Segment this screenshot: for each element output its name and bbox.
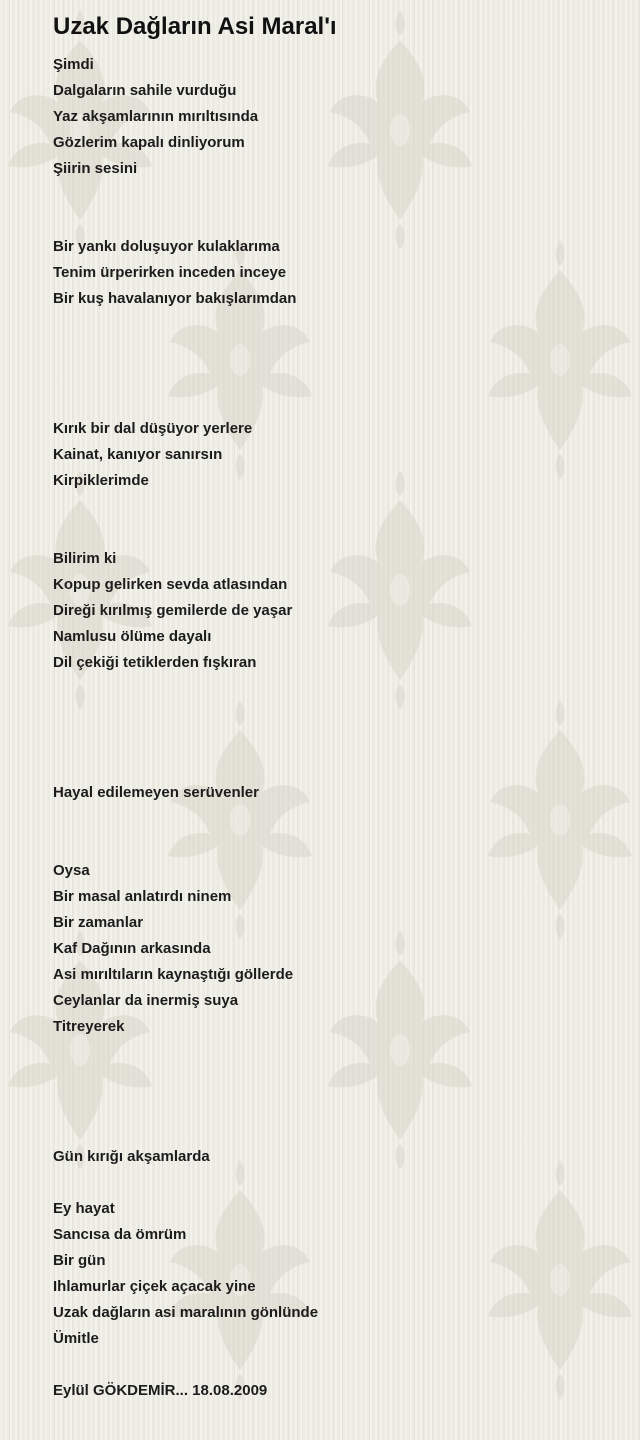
poem-blank-line: [53, 1040, 623, 1066]
poem-blank-line: [53, 806, 623, 832]
poem-line: Yaz akşamlarının mırıltısında: [53, 108, 259, 125]
poem-line: Bir kuş havalanıyor bakışlarımdan: [53, 290, 297, 307]
poem-line: Eylül GÖKDEMİR... 18.08.2009: [53, 1382, 268, 1399]
poem-blank-line: [53, 1066, 623, 1092]
poem-line: Kaf Dağının arkasında: [53, 940, 211, 957]
poem-blank-line: [53, 1092, 623, 1118]
poem-blank-line: [53, 338, 623, 364]
poem-blank-line: [53, 832, 623, 858]
poem-blank-line: [53, 676, 623, 702]
poem-line: Bir zamanlar: [53, 914, 144, 931]
poem-line: Titreyerek: [53, 1018, 125, 1035]
poem-line: Kainat, kanıyor sanırsın: [53, 446, 223, 463]
poem-line: Bir masal anlatırdı ninem: [53, 888, 232, 905]
poem-line: Tenim ürperirken inceden inceye: [53, 264, 287, 281]
poem-line: Gözlerim kapalı dinliyorum: [53, 134, 245, 151]
poem-line: Bilirim ki: [53, 550, 117, 567]
poem-line: Ey hayat: [53, 1200, 115, 1217]
poem-title: Uzak Dağların Asi Maral'ı: [53, 13, 337, 40]
poem-line: Bir yankı doluşuyor kulaklarıma: [53, 238, 280, 255]
poem-line: Namlusu ölüme dayalı: [53, 628, 212, 645]
poem-line: Ümitle: [53, 1330, 99, 1347]
poem-line: Sancısa da ömrüm: [53, 1226, 187, 1243]
poem-blank-line: [53, 1352, 623, 1378]
poem-line: Uzak dağların asi maralının gönlünde: [53, 1304, 319, 1321]
poem-blank-line: [53, 754, 623, 780]
poem-line: Hayal edilemeyen serüvenler: [53, 784, 259, 801]
poem-line: Şiirin sesini: [53, 160, 138, 177]
poem-blank-line: [53, 520, 623, 546]
poem-line: Kirpiklerimde: [53, 472, 149, 489]
poem-blank-line: [53, 208, 623, 234]
poem-line: Ihlamurlar çiçek açacak yine: [53, 1278, 256, 1295]
poem-blank-line: [53, 1170, 623, 1196]
poem-line: Dil çekiği tetiklerden fışkıran: [53, 654, 257, 671]
poem-line: Gün kırığı akşamlarda: [53, 1148, 210, 1165]
poem-blank-line: [53, 1118, 623, 1144]
poem-line: Direği kırılmış gemilerde de yaşar: [53, 602, 293, 619]
poem-line: Bir gün: [53, 1252, 106, 1269]
poem-blank-line: [53, 494, 623, 520]
poem-line: Dalgaların sahile vurduğu: [53, 82, 237, 99]
poem-blank-line: [53, 390, 623, 416]
poem-line: Kopup gelirken sevda atlasından: [53, 576, 288, 593]
poem-blank-line: [53, 702, 623, 728]
poem-line: Kırık bir dal düşüyor yerlere: [53, 420, 253, 437]
poem-line: Asi mırıltıların kaynaştığı göllerde: [53, 966, 294, 983]
poem-blank-line: [53, 728, 623, 754]
poem-line: Şimdi: [53, 56, 94, 73]
poem-container: [53, 11, 623, 1404]
poem-blank-line: [53, 364, 623, 390]
poem-body: [53, 52, 623, 1404]
poem-blank-line: [53, 312, 623, 338]
poem-line: Oysa: [53, 862, 90, 879]
poem-blank-line: [53, 182, 623, 208]
poem-line: Ceylanlar da inermiş suya: [53, 992, 239, 1009]
